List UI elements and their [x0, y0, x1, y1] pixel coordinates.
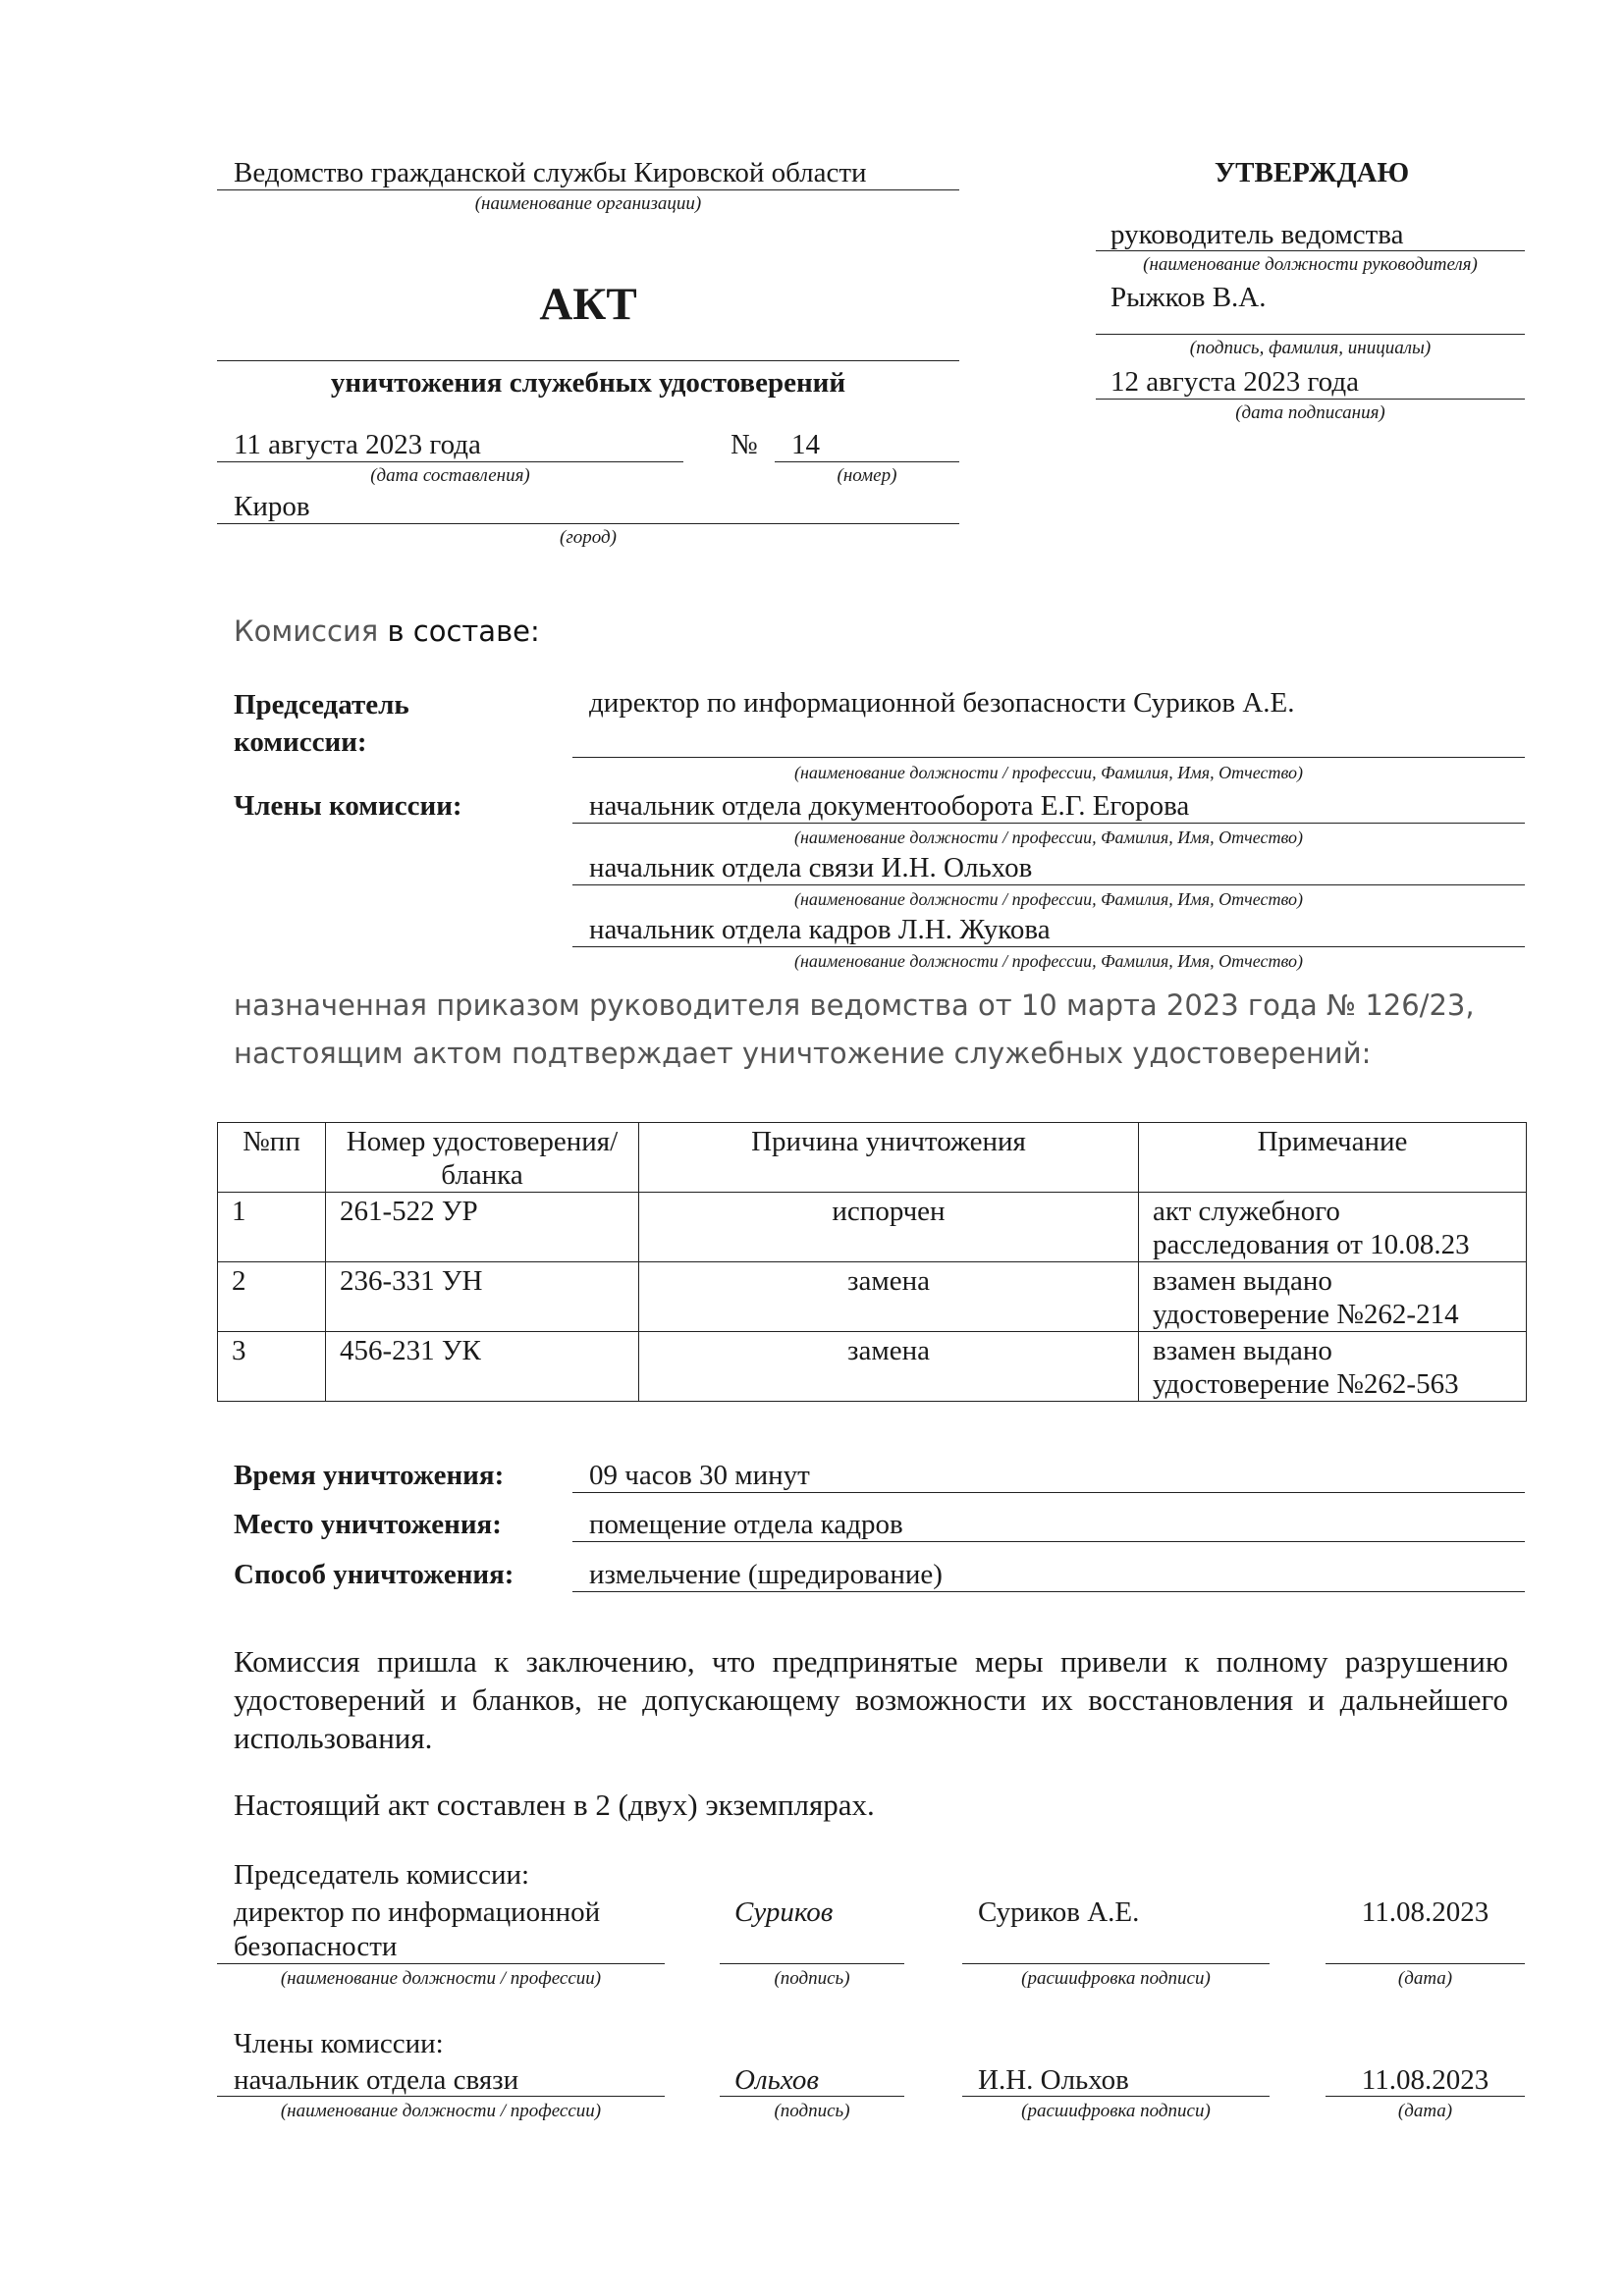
approve-date: 12 августа 2023 года [1110, 366, 1359, 398]
act-number: 14 [791, 429, 820, 460]
row-reason: замена [639, 1262, 1139, 1332]
head-position-caption: (наименование должности руководителя) [1143, 254, 1478, 275]
commission-intro-word: Комиссия [234, 614, 379, 648]
header-cert-number: Номер удостоверения/бланка [326, 1123, 639, 1193]
row-cert-number: 261-522 УР [326, 1193, 639, 1262]
sign-chair-signature-line [720, 1963, 904, 1964]
sign-member-name-line [962, 2096, 1270, 2097]
sign-member-date: 11.08.2023 [1361, 2064, 1489, 2096]
head-name-caption: (подпись, фамилия, инициалы) [1189, 338, 1432, 358]
place-line [572, 1541, 1525, 1542]
act-date-line [217, 461, 683, 462]
sign-member-date-line [1326, 2096, 1525, 2097]
member-2-line [572, 884, 1525, 885]
table-row [218, 1193, 1527, 1262]
header-num: №пп [218, 1123, 326, 1193]
order-text: назначенная приказом руководителя ведомства от 10 марта 2023 года № 126/23, [234, 988, 1475, 1022]
member-3-line [572, 946, 1525, 947]
member-1-caption: (наименование должности / профессии, Фамилия, Имя, Отчество) [793, 828, 1304, 847]
table-row [218, 1332, 1527, 1402]
approve-date-caption: (дата подписания) [1235, 402, 1385, 423]
row-note: акт служебного расследования от 10.08.23 [1139, 1193, 1527, 1262]
row-note: взамен выдано удостоверение №262-214 [1139, 1262, 1527, 1332]
method-value: измельчение (шредирование) [589, 1559, 943, 1590]
approve-title: УТВЕРЖДАЮ [1214, 157, 1410, 188]
method-label: Способ уничтожения: [234, 1559, 514, 1590]
organization-caption: (наименование организации) [474, 193, 702, 214]
chair-label-line1: Председатель [234, 689, 409, 721]
head-position-line [1096, 250, 1525, 251]
row-note: взамен выдано удостоверение №262-563 [1139, 1332, 1527, 1402]
sign-chair-name-line [962, 1963, 1270, 1964]
place-label: Место уничтожения: [234, 1509, 502, 1540]
act-number-caption: (номер) [837, 465, 897, 486]
sign-member-date-caption: (дата) [1397, 2101, 1453, 2121]
act-city-line [217, 523, 959, 524]
time-label: Время уничтожения: [234, 1460, 505, 1491]
sign-chair-heading: Председатель комиссии: [234, 1859, 530, 1891]
sign-members-heading: Члены комиссии: [234, 2028, 444, 2059]
time-line [572, 1492, 1525, 1493]
certificates-table [217, 1122, 1527, 1402]
chair-member: директор по информационной безопасности Суриков А.Е. [589, 687, 1295, 719]
number-sign: № [731, 429, 758, 460]
sign-chair-date-caption: (дата) [1397, 1968, 1453, 1989]
member-3: начальник отдела кадров Л.Н. Жукова [589, 914, 1051, 945]
member-1: начальник отдела документооборота Е.Г. Егорова [589, 790, 1190, 822]
row-reason: замена [639, 1332, 1139, 1402]
copies-text: Настоящий акт составлен в 2 (двух) экземплярах. [234, 1788, 875, 1822]
sign-member-position-line [217, 2096, 665, 2097]
member-2-caption: (наименование должности / профессии, Фамилия, Имя, Отчество) [793, 889, 1304, 909]
row-cert-number: 456-231 УК [326, 1332, 639, 1402]
row-num: 3 [218, 1332, 326, 1402]
chair-label [234, 686, 409, 761]
act-title: АКТ [539, 279, 637, 330]
head-name-line [1096, 334, 1525, 335]
commission-intro-rest: в составе: [378, 614, 540, 648]
act-city-caption: (город) [560, 527, 617, 548]
sign-chair-name-caption: (расшифровка подписи) [1021, 1968, 1211, 1989]
act-date: 11 августа 2023 года [234, 429, 481, 460]
header-reason: Причина уничтожения [639, 1123, 1139, 1193]
member-2: начальник отдела связи И.Н. Ольхов [589, 852, 1033, 883]
chair-line [572, 757, 1525, 758]
member-3-caption: (наименование должности / профессии, Фамилия, Имя, Отчество) [793, 951, 1304, 971]
sign-member-position: начальник отдела связи [234, 2064, 519, 2096]
table-header-row [218, 1123, 1527, 1193]
title-line [217, 360, 959, 361]
act-date-caption: (дата составления) [370, 465, 530, 486]
sign-member-name-caption: (расшифровка подписи) [1021, 2101, 1211, 2121]
member-1-line [572, 823, 1525, 824]
head-name: Рыжков В.А. [1110, 282, 1267, 313]
act-city: Киров [234, 491, 310, 522]
sign-chair-signature: Суриков [734, 1896, 834, 1928]
head-position: руководитель ведомства [1110, 219, 1404, 250]
sign-member-signature-line [720, 2096, 904, 2097]
commission-intro [234, 614, 540, 648]
sign-member-signature-caption: (подпись) [774, 2101, 850, 2121]
time-value: 09 часов 30 минут [589, 1460, 810, 1491]
act-number-line [775, 461, 959, 462]
sign-chair-name: Суриков А.Е. [978, 1896, 1140, 1928]
sign-chair-position: директор по информационной безопасности [234, 1896, 601, 1962]
act-subtitle: уничтожения служебных удостоверений [330, 367, 846, 399]
sign-chair-date-line [1326, 1963, 1525, 1964]
conclusion-text: Комиссия пришла к заключению, что предпринятые меры привели к полному разрушению удостоверений и бланков, не допускающему возможности их восстановления и дальнейшего использования. [234, 1644, 1508, 1755]
organization-name: Ведомство гражданской службы Кировской области [234, 157, 867, 188]
sign-chair-position-line [217, 1963, 665, 1964]
method-line [572, 1591, 1525, 1592]
members-label: Члены комиссии: [234, 790, 462, 822]
sign-member-name: И.Н. Ольхов [978, 2064, 1129, 2096]
sign-chair-date: 11.08.2023 [1361, 1896, 1489, 1928]
approve-date-line [1096, 399, 1525, 400]
chair-label-line2: комиссии: [234, 726, 367, 758]
sign-member-signature: Ольхов [734, 2064, 820, 2096]
row-num: 1 [218, 1193, 326, 1262]
row-reason: испорчен [639, 1193, 1139, 1262]
row-num: 2 [218, 1262, 326, 1332]
confirm-text: настоящим актом подтверждает уничтожение служебных удостоверений: [234, 1037, 1372, 1070]
sign-chair-position-caption: (наименование должности / профессии) [280, 1968, 602, 1989]
header-note: Примечание [1139, 1123, 1527, 1193]
row-cert-number: 236-331 УН [326, 1262, 639, 1332]
sign-member-position-caption: (наименование должности / профессии) [280, 2101, 602, 2121]
place-value: помещение отдела кадров [589, 1509, 903, 1540]
sign-chair-signature-caption: (подпись) [774, 1968, 850, 1989]
organization-line [217, 189, 959, 190]
table-row [218, 1262, 1527, 1332]
chair-caption: (наименование должности / профессии, Фамилия, Имя, Отчество) [793, 763, 1304, 782]
